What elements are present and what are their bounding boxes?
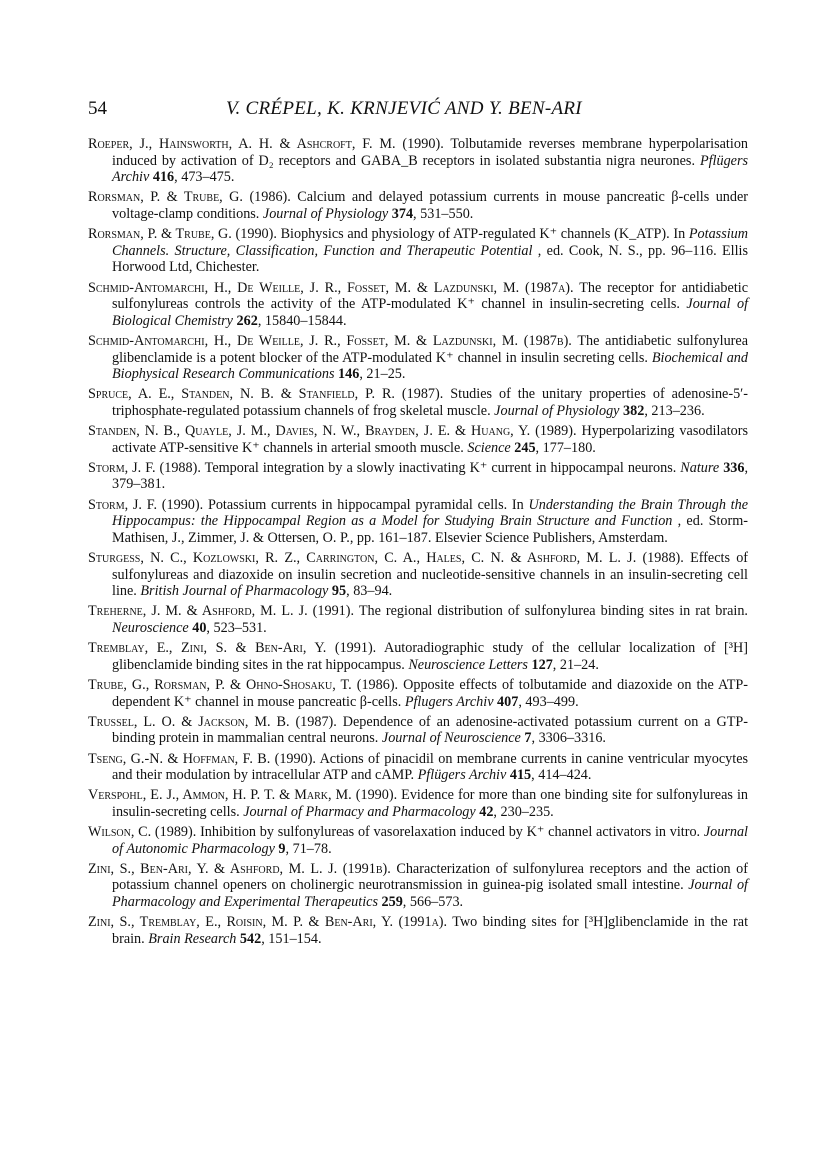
reference-journal: Journal of Physiology bbox=[494, 402, 620, 419]
reference-journal: Pflugers Archiv bbox=[404, 693, 494, 710]
reference-volume: 336 bbox=[723, 459, 745, 476]
reference-authors: Storm, J. F. (1990). bbox=[88, 496, 204, 513]
reference-volume: 262 bbox=[236, 312, 258, 329]
reference-journal: Brain Research bbox=[148, 930, 237, 947]
reference-pages: , 523–531. bbox=[206, 619, 267, 636]
reference-volume: 542 bbox=[239, 930, 262, 947]
reference-volume: 9 bbox=[278, 840, 286, 857]
reference-authors: Verspohl, E. J., Ammon, H. P. T. & Mark, M. (1990). bbox=[88, 787, 398, 804]
reference-volume: 146 bbox=[338, 366, 360, 383]
reference-title: Calcium and delayed potassium currents in mouse pancreatic β-cells under voltage-clamp conditions. bbox=[112, 189, 748, 222]
reference-entry bbox=[88, 550, 748, 600]
reference-title: Autoradiographic study of the cellular localization of [³H] glibenclamide binding sites in the rat hippocampus. bbox=[112, 640, 748, 673]
reference-volume: 259 bbox=[381, 894, 403, 911]
reference-volume: 407 bbox=[497, 693, 519, 710]
reference-authors: Schmid-Antomarchi, H., De Weille, J. R., Fosset, M. & Lazdunski, M. (1987b). bbox=[88, 332, 572, 349]
reference-authors: Trussel, L. O. & Jackson, M. B. (1987). bbox=[88, 713, 337, 730]
reference-volume: 415 bbox=[509, 767, 532, 784]
reference-entry bbox=[88, 677, 748, 710]
reference-pages: , 151–154. bbox=[261, 930, 322, 947]
reference-pages: , 21–24. bbox=[552, 656, 599, 673]
reference-authors: Roeper, J., Hainsworth, A. H. & Ashcroft, F. M. (1990). bbox=[88, 136, 444, 152]
reference-title: Dependence of an adenosine-activated potassium current on a GTP-binding protein in mammalian central neurons. bbox=[112, 713, 748, 747]
reference-authors: Tremblay, E., Zini, S. & Ben-Ari, Y. (1991). bbox=[88, 640, 377, 657]
reference-entry bbox=[88, 714, 748, 747]
reference-title: Actions of pinacidil on membrane currents in canine ventricular myocytes and their modulation by intracellular ATP and cAMP. bbox=[112, 750, 749, 784]
reference-entry bbox=[88, 386, 748, 419]
reference-journal: Neuroscience bbox=[112, 619, 189, 636]
reference-volume: 416 bbox=[152, 169, 175, 186]
reference-volume: 382 bbox=[623, 402, 645, 419]
reference-title: Tolbutamide reverses membrane hyperpolarisation induced by activation of D₂ receptors and GABA_B receptors in isolated substantia nigra neurones. bbox=[112, 136, 749, 169]
reference-pages: , 566–573. bbox=[402, 894, 464, 911]
reference-entry bbox=[88, 189, 748, 222]
reference-entry bbox=[88, 640, 748, 673]
reference-volume: 127 bbox=[531, 656, 553, 673]
reference-entry bbox=[88, 914, 748, 947]
reference-authors: Sturgess, N. C., Kozlowski, R. Z., Carrington, C. A., Hales, C. N. & Ashford, M. L. J. (1988). bbox=[88, 550, 684, 566]
reference-title: Hyperpolarizing vasodilators activate ATP-sensitive K⁺ channels in arterial smooth muscle. bbox=[112, 423, 748, 456]
reference-authors: Spruce, A. E., Standen, N. B. & Stanfield, P. R. (1987). bbox=[88, 386, 444, 403]
page-header bbox=[88, 98, 748, 128]
reference-pages: , 379–381. bbox=[112, 459, 749, 493]
reference-journal: Pflügers Archiv bbox=[112, 152, 749, 186]
reference-volume: 374 bbox=[391, 205, 414, 222]
reference-pages: , 3306–3316. bbox=[531, 730, 606, 747]
reference-authors: Schmid-Antomarchi, H., De Weille, J. R., Fosset, M. & Lazdunski, M. (1987a). bbox=[88, 279, 574, 296]
reference-journal: Science bbox=[467, 439, 511, 456]
reference-journal: British Journal of Pharmacology bbox=[140, 583, 329, 600]
reference-authors: Storm, J. F. (1988). bbox=[88, 459, 201, 476]
reference-entry bbox=[88, 423, 748, 456]
reference-pages: , 15840–15844. bbox=[257, 312, 347, 329]
reference-entry bbox=[88, 787, 748, 820]
reference-entry bbox=[88, 333, 748, 383]
reference-pages: , ed. Storm-Mathisen, J., Zimmer, J. & Ottersen, O. P., pp. 161–187. Elsevier Science Publishers, Amsterdam. bbox=[112, 513, 749, 546]
reference-journal: Understanding the Brain Through the Hippocampus: the Hippocampal Region as a Model for Studying Brain Structure and Function bbox=[112, 496, 749, 530]
reference-authors: Zini, S., Tremblay, E., Roisin, M. P. & Ben-Ari, Y. (1991a). bbox=[88, 914, 448, 931]
reference-journal: Neuroscience Letters bbox=[408, 656, 528, 673]
reference-volume: 40 bbox=[192, 619, 207, 636]
reference-authors: Treherne, J. M. & Ashford, M. L. J. (1991). bbox=[88, 603, 355, 620]
reference-list bbox=[88, 136, 748, 951]
reference-journal: Journal of Autonomic Pharmacology bbox=[112, 824, 748, 857]
reference-entry bbox=[88, 280, 748, 330]
reference-pages: , 177–180. bbox=[535, 439, 596, 456]
reference-entry bbox=[88, 136, 748, 186]
reference-title: Inhibition by sulfonylureas of vasorelaxation induced by K⁺ channel activators in vitro. bbox=[200, 824, 701, 841]
reference-pages: , 414–424. bbox=[531, 767, 592, 784]
reference-entry bbox=[88, 226, 748, 276]
reference-volume: 95 bbox=[331, 583, 347, 600]
reference-authors: Trube, G., Rorsman, P. & Ohno-Shosaku, T. (1986). bbox=[88, 676, 399, 693]
reference-pages: , 83–94. bbox=[346, 583, 393, 600]
reference-journal: Journal of Pharmacy and Pharmacology bbox=[243, 803, 476, 820]
reference-entry bbox=[88, 824, 748, 857]
reference-pages: , 21–25. bbox=[359, 366, 406, 383]
reference-title: Opposite effects of tolbutamide and diazoxide on the ATP-dependent K⁺ channel in mouse pancreatic β-cells. bbox=[112, 676, 748, 710]
reference-title: The antidiabetic sulfonylurea glibenclamide is a potent blocker of the ATP-modulated K⁺ channel in insulin secreting cells. bbox=[112, 332, 748, 366]
reference-title: Two binding sites for [³H]glibenclamide in the rat brain. bbox=[112, 914, 749, 947]
reference-journal: Journal of Pharmacology and Experimental Therapeutics bbox=[112, 877, 748, 911]
reference-journal: Pflügers Archiv bbox=[417, 767, 507, 784]
reference-title: Studies of the unitary properties of adenosine-5′-triphosphate-regulated potassium channels of frog skeletal muscle. bbox=[112, 386, 748, 419]
reference-entry bbox=[88, 603, 748, 636]
reference-journal: Nature bbox=[680, 459, 720, 476]
reference-title: The receptor for antidiabetic sulfonylureas controls the activity of the ATP-modulated K⁺ channel in insulin-secreting cells. bbox=[112, 279, 749, 313]
reference-authors: Zini, S., Ben-Ari, Y. & Ashford, M. L. J. (1991b). bbox=[88, 860, 391, 877]
reference-pages: , 213–236. bbox=[644, 402, 705, 419]
reference-journal: Biochemical and Biophysical Research Communications bbox=[112, 349, 748, 383]
reference-entry bbox=[88, 751, 748, 784]
reference-journal: Journal of Physiology bbox=[262, 205, 389, 222]
reference-pages: , 71–78. bbox=[285, 840, 332, 857]
reference-entry bbox=[88, 497, 748, 547]
reference-title: Effects of sulfonylureas and diazoxide on insulin secretion and nucleotide-sensitive channels in an insulin-secreting cell line. bbox=[112, 550, 749, 600]
reference-journal: Journal of Neuroscience bbox=[381, 730, 521, 747]
reference-volume: 245 bbox=[514, 439, 536, 456]
reference-authors: Tseng, G.-N. & Hoffman, F. B. (1990). bbox=[88, 750, 316, 767]
reference-volume: 7 bbox=[524, 730, 532, 747]
reference-volume: 42 bbox=[479, 803, 494, 820]
reference-title: Temporal integration by a slowly inactivating K⁺ current in hippocampal neurons. bbox=[204, 459, 677, 476]
reference-authors: Rorsman, P. & Trube, G. (1986). bbox=[88, 189, 291, 206]
reference-pages: , 531–550. bbox=[413, 205, 474, 222]
reference-authors: Wilson, C. (1989). bbox=[88, 824, 197, 841]
running-head: V. CRÉPEL, K. KRNJEVIĆ AND Y. BEN-ARI bbox=[226, 98, 582, 119]
reference-title: Biophysics and physiology of ATP-regulated K⁺ channels (K_ATP). In bbox=[280, 226, 686, 243]
page-number: 54 bbox=[88, 98, 107, 119]
reference-entry bbox=[88, 460, 748, 493]
reference-title: Potassium currents in hippocampal pyramidal cells. In bbox=[207, 496, 524, 513]
reference-journal: Journal of Biological Chemistry bbox=[112, 296, 749, 329]
reference-title: The regional distribution of sulfonylurea binding sites in rat brain. bbox=[358, 603, 748, 620]
reference-title: Evidence for more than one binding site for sulfonylureas in insulin-secreting cells. bbox=[112, 787, 748, 820]
reference-pages: , 473–475. bbox=[174, 169, 235, 186]
reference-pages: , 493–499. bbox=[518, 693, 579, 710]
reference-journal: Potassium Channels. Structure, Classification, Function and Therapeutic Potential bbox=[112, 226, 748, 259]
reference-entry bbox=[88, 861, 748, 911]
reference-authors: Rorsman, P. & Trube, G. (1990). bbox=[88, 226, 277, 243]
reference-title: Characterization of sulfonylurea receptors and the action of potassium channel openers on cholinergic neurotransmission in guinea-pig isolated small intestine. bbox=[112, 860, 749, 894]
reference-authors: Standen, N. B., Quayle, J. M., Davies, N. W., Brayden, J. E. & Huang, Y. (1989). bbox=[88, 423, 577, 440]
reference-pages: , ed. Cook, N. S., pp. 96–116. Ellis Horwood Ltd, Chichester. bbox=[112, 242, 749, 276]
reference-pages: , 230–235. bbox=[493, 803, 554, 820]
